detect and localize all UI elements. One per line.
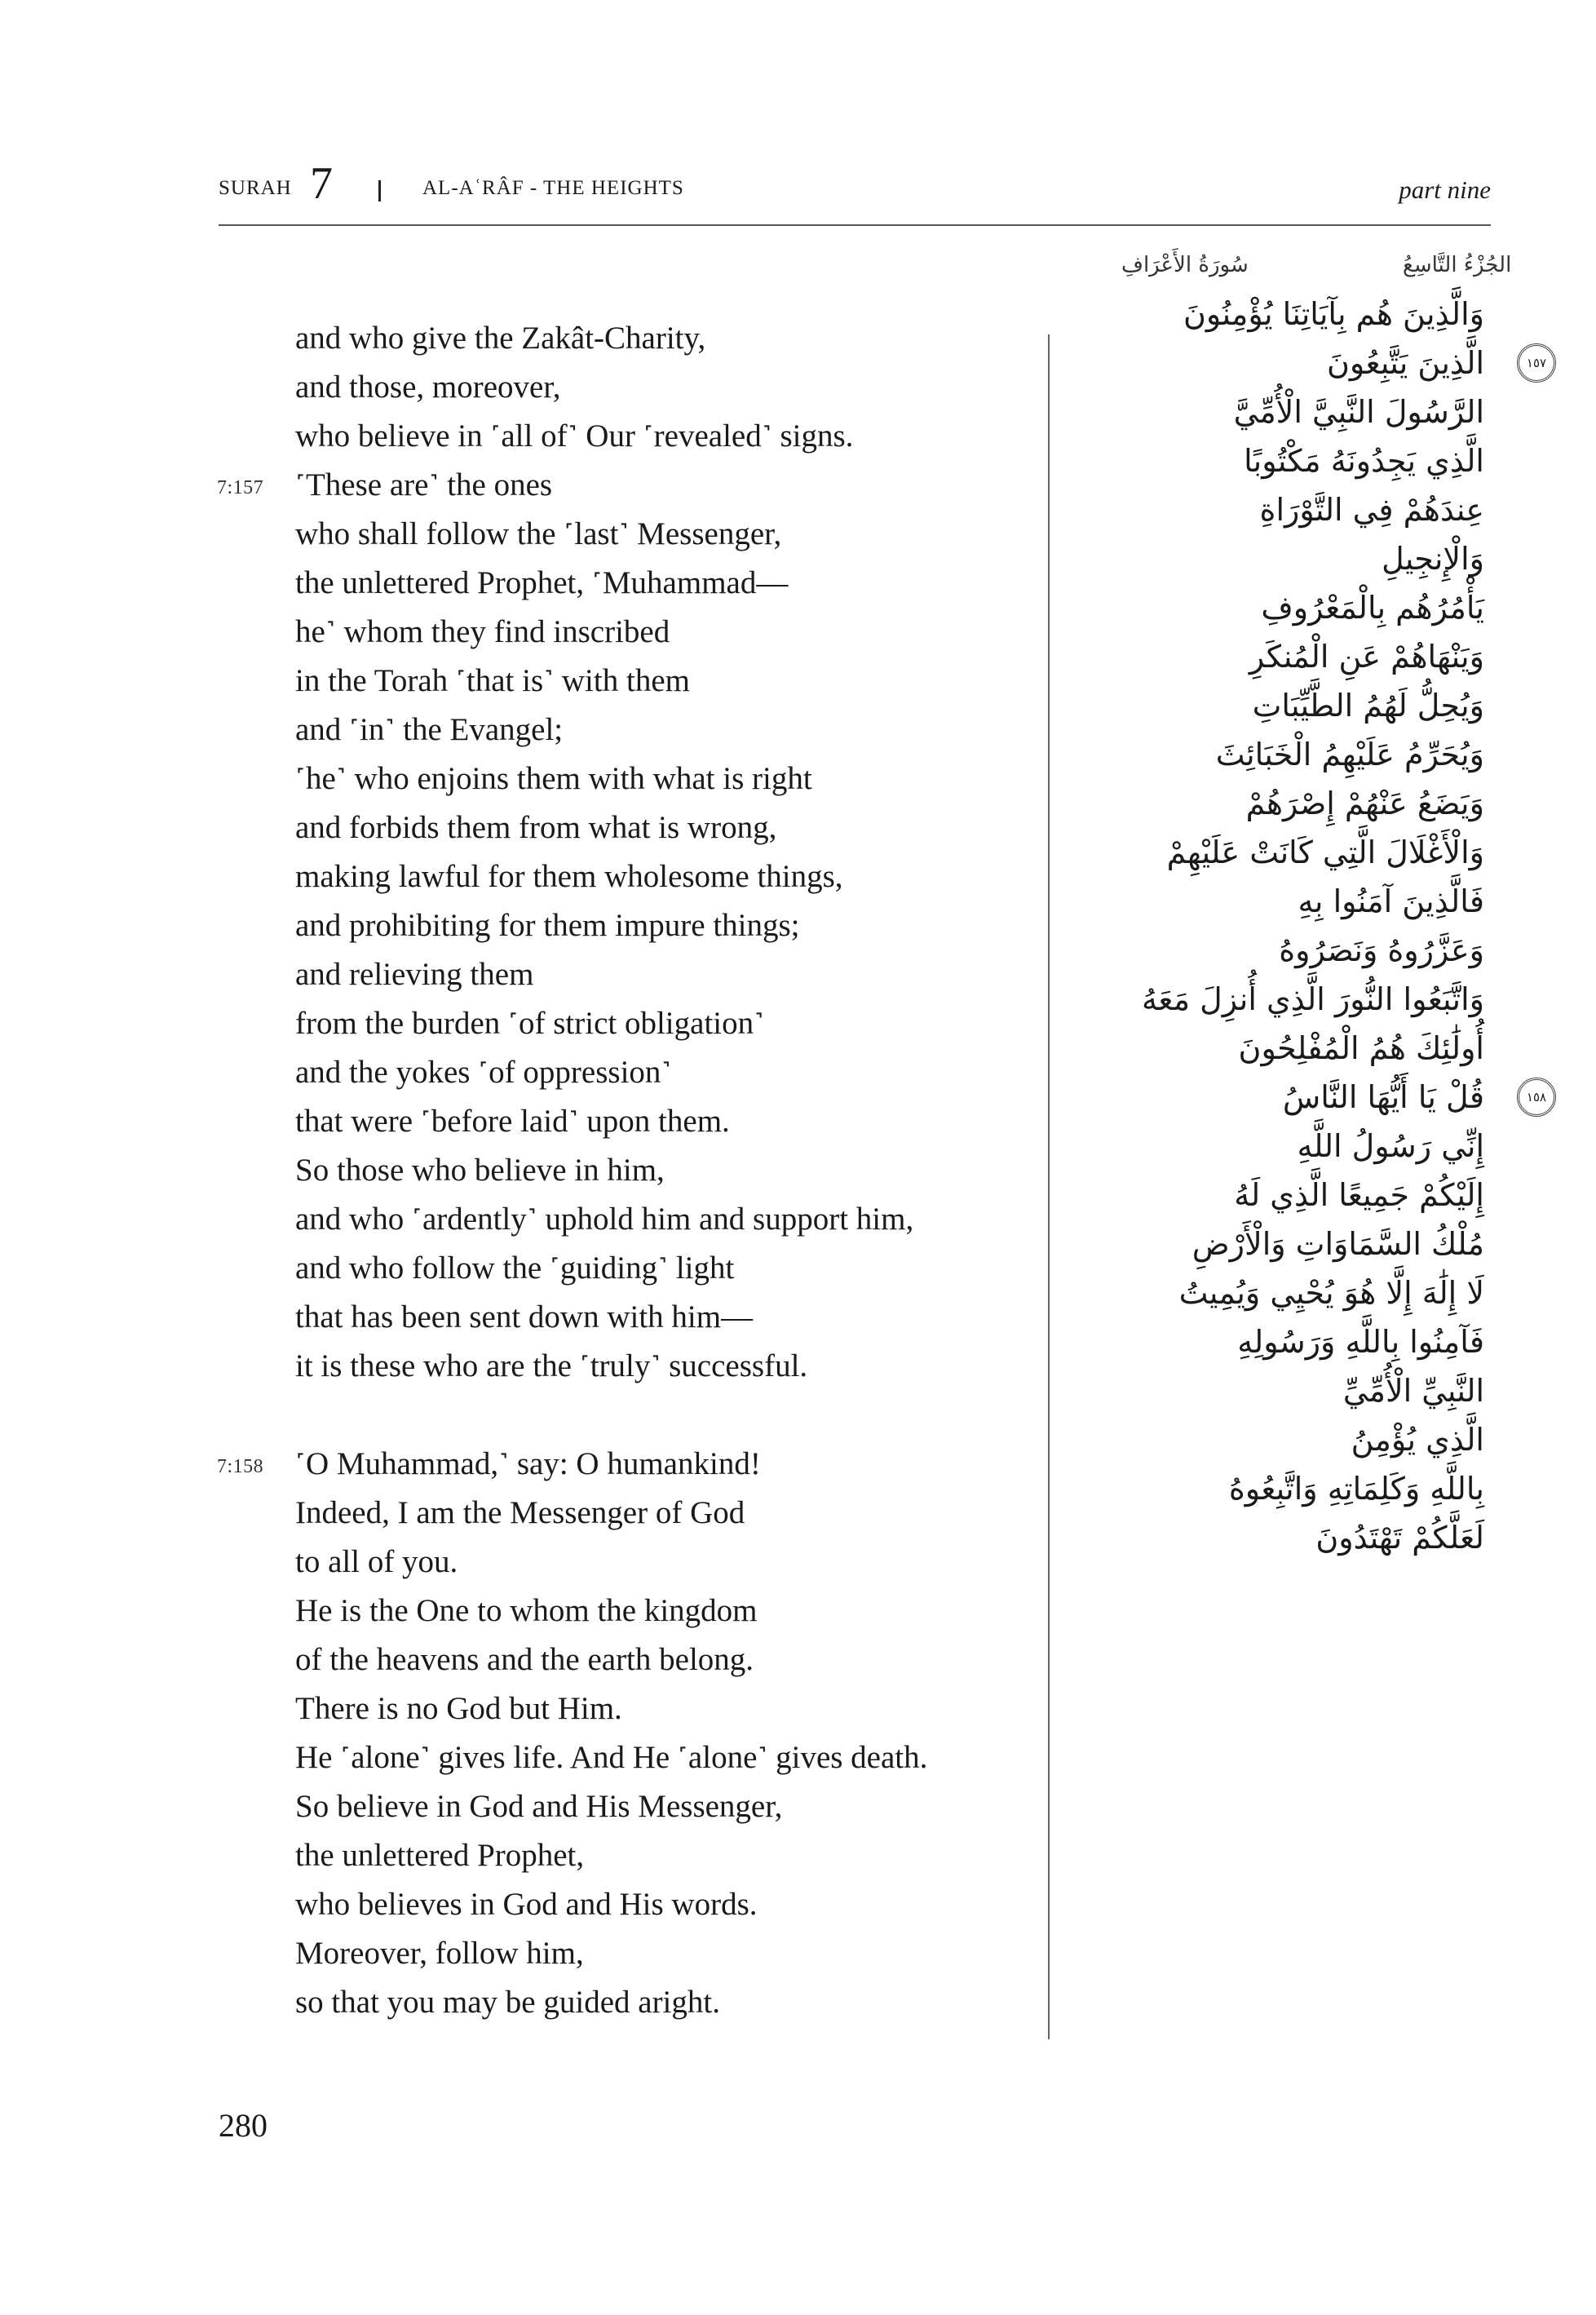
arabic-line-text: وَيُحَرِّمُ عَلَيْهِمُ الْخَبَائِثَ: [1215, 737, 1484, 772]
translation-line-text: that has been sent down with him—: [295, 1299, 754, 1335]
verse-marker: ١٥٧: [1517, 343, 1556, 383]
arabic-line: [1085, 1073, 1547, 1122]
translation-line: [295, 755, 1029, 803]
translation-line-text: who believe in ˹all of˺ Our ˹revealed˺ signs.: [295, 418, 854, 454]
verse-reference: 7:157: [217, 477, 264, 498]
translation-line: [295, 1782, 1029, 1831]
arabic-line-text: يَأْمُرُهُم بِالْمَعْرُوفِ: [1261, 590, 1484, 626]
translation-line-text: He is the One to whom the kingdom: [295, 1593, 758, 1628]
translation-line-text: Indeed, I am the Messenger of God: [295, 1495, 745, 1530]
translation-line-text: and ˹in˺ the Evangel;: [295, 712, 564, 747]
header-rule: [219, 224, 1491, 226]
translation-line-text: ˹he˺ who enjoins them with what is right: [295, 761, 812, 796]
arabic-line: [1085, 1024, 1484, 1073]
translation-line-text: ˹These are˺ the ones: [295, 467, 553, 502]
translation-line-text: the unlettered Prophet, ˹Muhammad—: [295, 565, 789, 600]
arabic-line-text: وَالْأَغْلَالَ الَّتِي كَانَتْ عَلَيْهِمْ: [1166, 834, 1484, 870]
translation-line: [217, 461, 1029, 510]
arabic-surah-heading: سُورَةُ الأَعْرَافِ: [1121, 253, 1249, 277]
translation-line: [295, 1538, 1029, 1587]
translation-line: [295, 412, 1029, 461]
arabic-line: [1085, 730, 1484, 779]
translation-line-text: There is no God but Him.: [295, 1691, 622, 1726]
arabic-line: [1085, 534, 1484, 583]
translation-line: [295, 1587, 1029, 1636]
translation-line: [295, 1929, 1029, 1978]
translation-line: [295, 559, 1029, 608]
arabic-line: [1085, 1171, 1484, 1219]
translation-line: [295, 314, 1029, 363]
translation-line-text: he˺ whom they find inscribed: [295, 614, 670, 649]
translation-line-text: So believe in God and His Messenger,: [295, 1789, 783, 1824]
arabic-line-text: إِلَيْكُمْ جَمِيعًا الَّذِي لَهُ: [1234, 1177, 1484, 1213]
arabic-line-text: عِندَهُمْ فِي التَّوْرَاةِ: [1259, 492, 1484, 528]
arabic-line-text: مُلْكُ السَّمَاوَاتِ وَالْأَرْضِ: [1191, 1226, 1484, 1262]
english-translation-column: [217, 314, 1029, 2027]
verse-reference: 7:158: [217, 1456, 264, 1477]
header-separator: [378, 180, 381, 201]
arabic-line: [1085, 1366, 1484, 1415]
arabic-line: [1085, 877, 1484, 926]
translation-line-text: and who follow the ˹guiding˺ light: [295, 1250, 735, 1286]
translation-line-text: who believes in God and His words.: [295, 1887, 758, 1922]
arabic-text-column: [1085, 290, 1547, 1562]
translation-line-text: and who ˹ardently˺ uphold him and support him,: [295, 1202, 914, 1237]
arabic-line: [1085, 1219, 1484, 1268]
verse-marker: ١٥٨: [1517, 1078, 1556, 1117]
page-number: 280: [219, 2107, 267, 2144]
translation-line: [295, 1684, 1029, 1733]
translation-line-text: and forbids them from what is wrong,: [295, 810, 777, 845]
arabic-line-text: لَعَلَّكُمْ تَهْتَدُونَ: [1315, 1520, 1484, 1556]
translation-line-text: Moreover, follow him,: [295, 1936, 584, 1971]
translation-line: [295, 1293, 1029, 1342]
translation-line: [295, 1489, 1029, 1538]
translation-line: [295, 1048, 1029, 1097]
translation-line: [295, 1831, 1029, 1880]
arabic-line-text: فَآمِنُوا بِاللَّهِ وَرَسُولِهِ: [1237, 1324, 1484, 1360]
translation-line-text: from the burden ˹of strict obligation˺: [295, 1006, 765, 1041]
translation-line-text: and who give the Zakât-Charity,: [295, 321, 706, 356]
arabic-line: [1085, 290, 1484, 339]
translation-line: [295, 803, 1029, 852]
arabic-line-text: قُلْ يَا أَيُّهَا النَّاسُ: [1282, 1079, 1484, 1115]
translation-line-text: and prohibiting for them impure things;: [295, 908, 800, 943]
arabic-line: [1085, 485, 1484, 534]
translation-line-text: He ˹alone˺ gives life. And He ˹alone˺ gives death.: [295, 1740, 928, 1775]
arabic-line: [1085, 387, 1484, 436]
arabic-line: [1085, 1513, 1484, 1562]
arabic-line: [1085, 681, 1484, 730]
arabic-line: [1085, 828, 1484, 877]
column-divider: [1048, 334, 1050, 2039]
arabic-line: [1085, 583, 1484, 632]
translation-line: [295, 657, 1029, 706]
arabic-line-text: النَّبِيِّ الْأُمِّيِّ: [1342, 1373, 1484, 1409]
translation-line-text: so that you may be guided aright.: [295, 1985, 720, 2020]
surah-label: SURAH: [219, 177, 292, 199]
arabic-line-text: الرَّسُولَ النَّبِيَّ الْأُمِّيَّ: [1233, 394, 1484, 430]
translation-line: [295, 901, 1029, 950]
translation-line-text: to all of you.: [295, 1544, 458, 1579]
arabic-line-text: فَالَّذِينَ آمَنُوا بِهِ: [1298, 883, 1484, 919]
translation-line: [295, 1244, 1029, 1293]
translation-line: [295, 1733, 1029, 1782]
arabic-line-text: بِاللَّهِ وَكَلِمَاتِهِ وَاتَّبِعُوهُ: [1228, 1471, 1484, 1507]
arabic-line: [1085, 926, 1484, 975]
arabic-line-text: وَيَضَعُ عَنْهُمْ إِصْرَهُمْ: [1245, 786, 1484, 821]
arabic-line: [1085, 1415, 1484, 1464]
arabic-line: [1085, 1268, 1484, 1317]
arabic-line: [1085, 1122, 1484, 1171]
translation-line: [295, 706, 1029, 755]
arabic-line-text: لَا إِلَٰهَ إِلَّا هُوَ يُحْيِي وَيُمِيتُ: [1178, 1275, 1484, 1311]
arabic-line: [1085, 1464, 1484, 1513]
translation-line: [295, 950, 1029, 999]
translation-line-text: So those who believe in him,: [295, 1153, 665, 1188]
translation-line: [295, 1195, 1029, 1244]
arabic-line-text: وَالَّذِينَ هُم بِآيَاتِنَا يُؤْمِنُونَ: [1183, 296, 1484, 332]
translation-line: [295, 1146, 1029, 1195]
arabic-line: [1085, 632, 1484, 681]
arabic-line-text: وَيَنْهَاهُمْ عَنِ الْمُنكَرِ: [1249, 639, 1484, 675]
arabic-line-text: وَيُحِلُّ لَهُمُ الطَّيِّبَاتِ: [1252, 688, 1484, 724]
translation-line-text: who shall follow the ˹last˺ Messenger,: [295, 516, 782, 551]
translation-line: [295, 1978, 1029, 2027]
arabic-part-heading: الجُزْءُ التَّاسِعُ: [1403, 253, 1512, 277]
part-label: part nine: [1399, 175, 1491, 204]
translation-line-text: and relieving them: [295, 957, 534, 992]
translation-line-text: in the Torah ˹that is˺ with them: [295, 663, 690, 698]
arabic-line-text: الَّذِي يَجِدُونَهُ مَكْتُوبًا: [1244, 443, 1484, 479]
arabic-line: [1085, 779, 1484, 828]
translation-line: [295, 1636, 1029, 1684]
arabic-line-text: أُولَٰئِكَ هُمُ الْمُفْلِحُونَ: [1238, 1030, 1484, 1066]
arabic-line-text: الَّذِينَ يَتَّبِعُونَ: [1326, 345, 1484, 381]
arabic-line-text: وَالْإِنجِيلِ: [1382, 541, 1484, 577]
arabic-line-text: وَاتَّبَعُوا النُّورَ الَّذِي أُنزِلَ مَعَهُ: [1142, 981, 1484, 1017]
translation-line: [295, 510, 1029, 559]
translation-line: [295, 1097, 1029, 1146]
arabic-line: [1085, 975, 1484, 1024]
arabic-line: [1085, 339, 1547, 387]
translation-line: [295, 852, 1029, 901]
translation-line-text: it is these who are the ˹truly˺ successful.: [295, 1348, 808, 1383]
translation-line: [295, 999, 1029, 1048]
translation-line: [295, 1342, 1029, 1391]
translation-line-text: of the heavens and the earth belong.: [295, 1642, 754, 1677]
translation-line: [295, 608, 1029, 657]
translation-line: [295, 363, 1029, 412]
translation-line-text: the unlettered Prophet,: [295, 1838, 585, 1873]
arabic-line: [1085, 436, 1484, 485]
translation-line-text: that were ˹before laid˺ upon them.: [295, 1104, 730, 1139]
translation-line: [295, 1880, 1029, 1929]
surah-number: 7: [310, 158, 333, 209]
stanza-gap: [295, 1391, 1029, 1440]
arabic-line-text: إِنِّي رَسُولُ اللَّهِ: [1297, 1128, 1484, 1164]
arabic-line: [1085, 1317, 1484, 1366]
translation-line-text: and those, moreover,: [295, 370, 561, 405]
arabic-line-text: الَّذِي يُؤْمِنُ: [1351, 1422, 1484, 1458]
translation-line-text: and the yokes ˹of oppression˺: [295, 1055, 672, 1090]
surah-title: AL-AʿRÂF - THE HEIGHTS: [422, 177, 684, 199]
translation-line-text: making lawful for them wholesome things,: [295, 859, 843, 894]
arabic-line-text: وَعَزَّرُوهُ وَنَصَرُوهُ: [1279, 932, 1484, 968]
translation-line-text: ˹O Muhammad,˺ say: O humankind!: [295, 1446, 761, 1481]
running-header: [219, 158, 1491, 224]
translation-line: [217, 1440, 1029, 1489]
